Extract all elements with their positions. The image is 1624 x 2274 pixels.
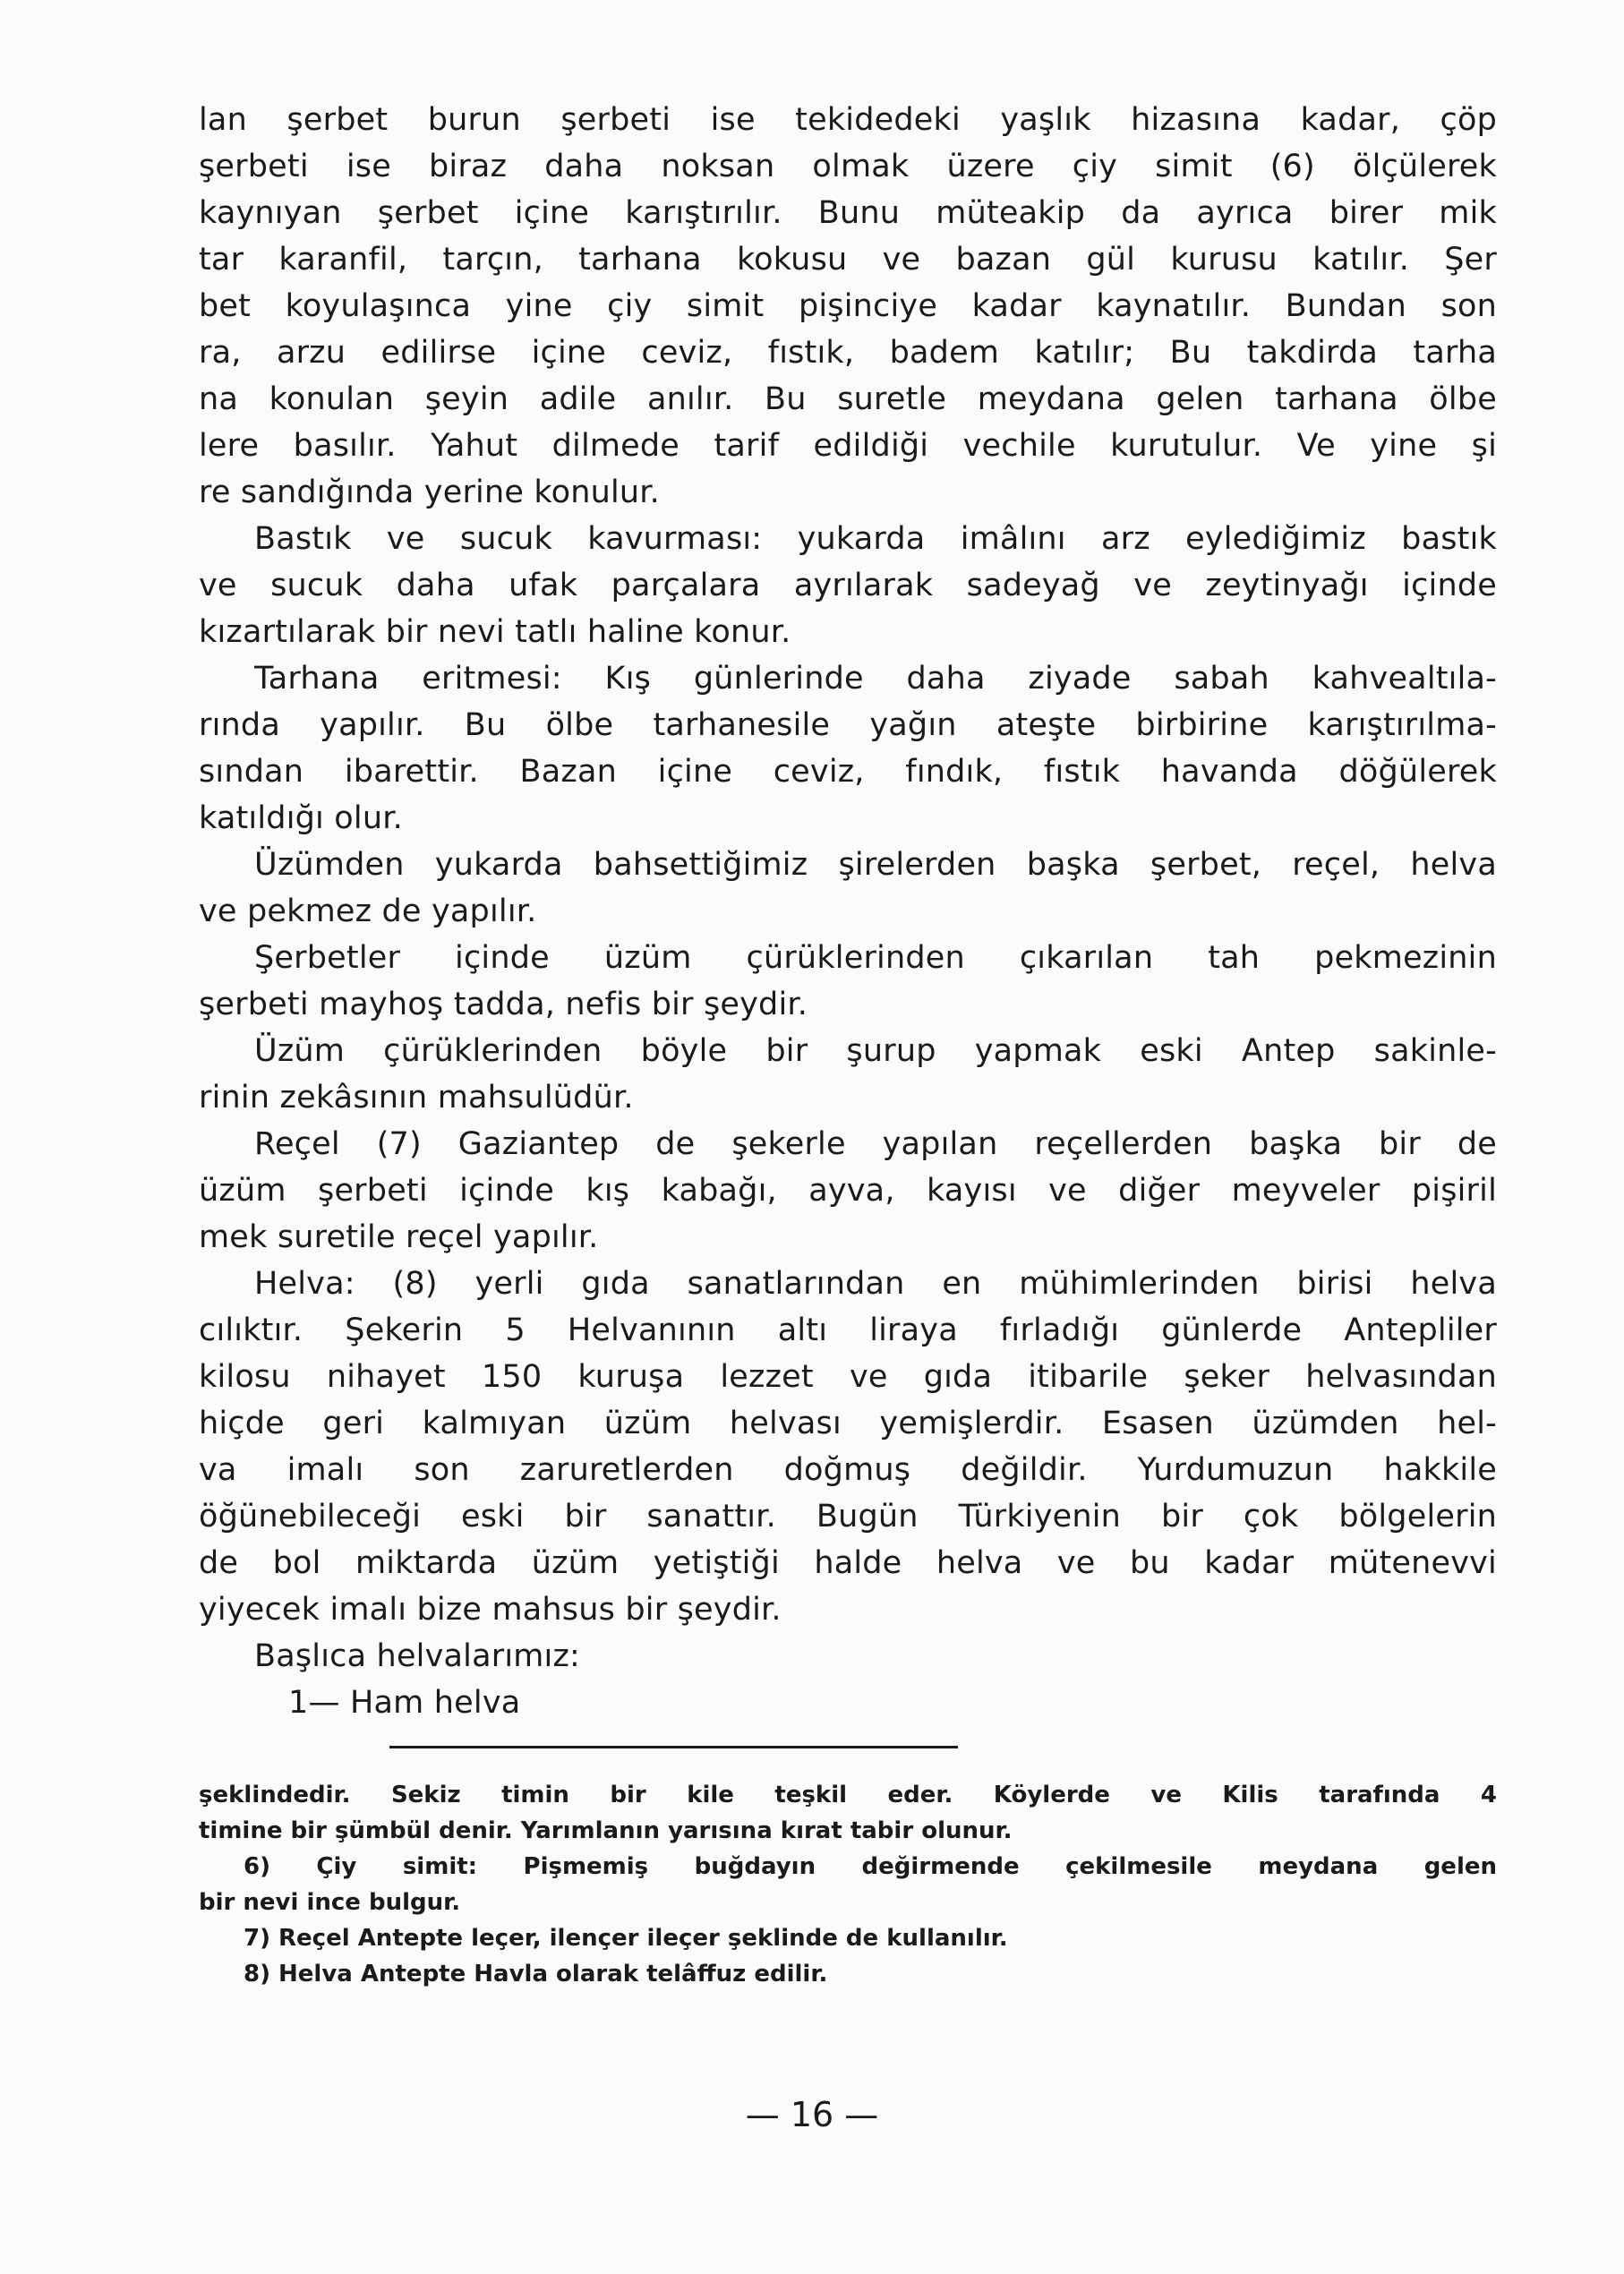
- text-line: şerbeti ise biraz daha noksan olmak üzere çiy simit (6) ölçülerek: [199, 149, 1497, 184]
- text-line: üzüm şerbeti içinde kış kabağı, ayva, kayısı ve diğer meyveler pişiril: [199, 1173, 1497, 1209]
- text-line: öğünebileceği eski bir sanattır. Bugün Türkiyenin bir çok bölgelerin: [199, 1499, 1497, 1535]
- text-line: Üzüm çürüklerinden böyle bir şurup yapmak eski Antep sakinle-: [254, 1033, 1497, 1069]
- text-line: yiyecek imalı bize mahsus bir şeydir.: [199, 1592, 782, 1628]
- text-line: rında yapılır. Bu ölbe tarhanesile yağın ateşte birbirine karıştırılma-: [199, 707, 1497, 743]
- text-line: ve sucuk daha ufak parçalara ayrılarak sadeyağ ve zeytinyağı içinde: [199, 568, 1497, 603]
- text-line: re sandığında yerine konulur.: [199, 474, 661, 510]
- footnote-line: 8) Helva Antepte Havla olarak telâffuz edilir.: [244, 1961, 828, 1988]
- text-line: şerbeti mayhoş tadda, nefis bir şeydir.: [199, 987, 808, 1022]
- footnote-divider: [389, 1746, 958, 1748]
- footnote-line: timine bir şümbül denir. Yarımlanın yarısına kırat tabir olunur.: [199, 1817, 1013, 1844]
- text-line: sından ibarettir. Bazan içine ceviz, fındık, fıstık havanda döğülerek: [199, 754, 1497, 790]
- text-line: mek suretile reçel yapılır.: [199, 1219, 599, 1255]
- text-line: ve pekmez de yapılır.: [199, 893, 537, 929]
- text-line: Tarhana eritmesi: Kış günlerinde daha ziyade sabah kahvealtıla-: [254, 661, 1497, 697]
- text-line: kızartılarak bir nevi tatlı haline konur.: [199, 614, 791, 650]
- text-line: kaynıyan şerbet içine karıştırılır. Bunu müteakip da ayrıca birer mik: [199, 195, 1497, 231]
- text-line: na konulan şeyin adile anılır. Bu suretle meydana gelen tarhana ölbe: [199, 381, 1497, 417]
- text-line: Şerbetler içinde üzüm çürüklerinden çıkarılan tah pekmezinin: [254, 940, 1497, 976]
- text-line: de bol miktarda üzüm yetiştiği halde helva ve bu kadar mütenevvi: [199, 1545, 1497, 1581]
- page-number: — 16 —: [745, 2095, 879, 2134]
- text-line: Başlıca helvalarımız:: [254, 1638, 581, 1674]
- text-line: Helva: (8) yerli gıda sanatlarından en mühimlerinden birisi helva: [254, 1266, 1497, 1302]
- text-line: cılıktır. Şekerin 5 Helvanının altı liraya fırladığı günlerde Antepliler: [199, 1312, 1497, 1348]
- footnote-line: 7) Reçel Antepte leçer, ilençer ileçer şeklinde de kullanılır.: [244, 1925, 1008, 1952]
- text-line: bet koyulaşınca yine çiy simit pişinciye kadar kaynatılır. Bundan son: [199, 288, 1497, 324]
- body-text: [199, 97, 1497, 1726]
- footnote-line: bir nevi ince bulgur.: [199, 1889, 461, 1916]
- text-line: katıldığı olur.: [199, 800, 403, 836]
- text-line: lere basılır. Yahut dilmede tarif edildiği vechile kurutulur. Ve yine şi: [199, 428, 1497, 464]
- footnotes: [199, 1777, 1497, 1992]
- text-line: Üzümden yukarda bahsettiğimiz şirelerden başka şerbet, reçel, helva: [254, 847, 1497, 883]
- text-line: Bastık ve sucuk kavurması: yukarda imâlını arz eylediğimiz bastık: [254, 521, 1497, 557]
- text-line: lan şerbet burun şerbeti ise tekidedeki yaşlık hizasına kadar, çöp: [199, 102, 1497, 138]
- text-line: 1— Ham helva: [288, 1685, 521, 1721]
- footnote-line: 6) Çiy simit: Pişmemiş buğdayın değirmende çekilmesile meydana gelen: [244, 1853, 1497, 1880]
- text-line: rinin zekâsının mahsulüdür.: [199, 1080, 634, 1116]
- text-line: ra, arzu edilirse içine ceviz, fıstık, badem katılır; Bu takdirda tarha: [199, 335, 1497, 371]
- text-line: kilosu nihayet 150 kuruşa lezzet ve gıda itibarile şeker helvasından: [199, 1359, 1497, 1395]
- text-line: hiçde geri kalmıyan üzüm helvası yemişlerdir. Esasen üzümden hel-: [199, 1406, 1497, 1441]
- text-line: va imalı son zaruretlerden doğmuş değildir. Yurdumuzun hakkile: [199, 1452, 1497, 1488]
- text-line: Reçel (7) Gaziantep de şekerle yapılan reçellerden başka bir de: [254, 1126, 1497, 1162]
- text-line: tar karanfil, tarçın, tarhana kokusu ve bazan gül kurusu katılır. Şer: [199, 242, 1497, 278]
- footnote-line: şeklindedir. Sekiz timin bir kile teşkil eder. Köylerde ve Kilis tarafında 4: [199, 1782, 1497, 1808]
